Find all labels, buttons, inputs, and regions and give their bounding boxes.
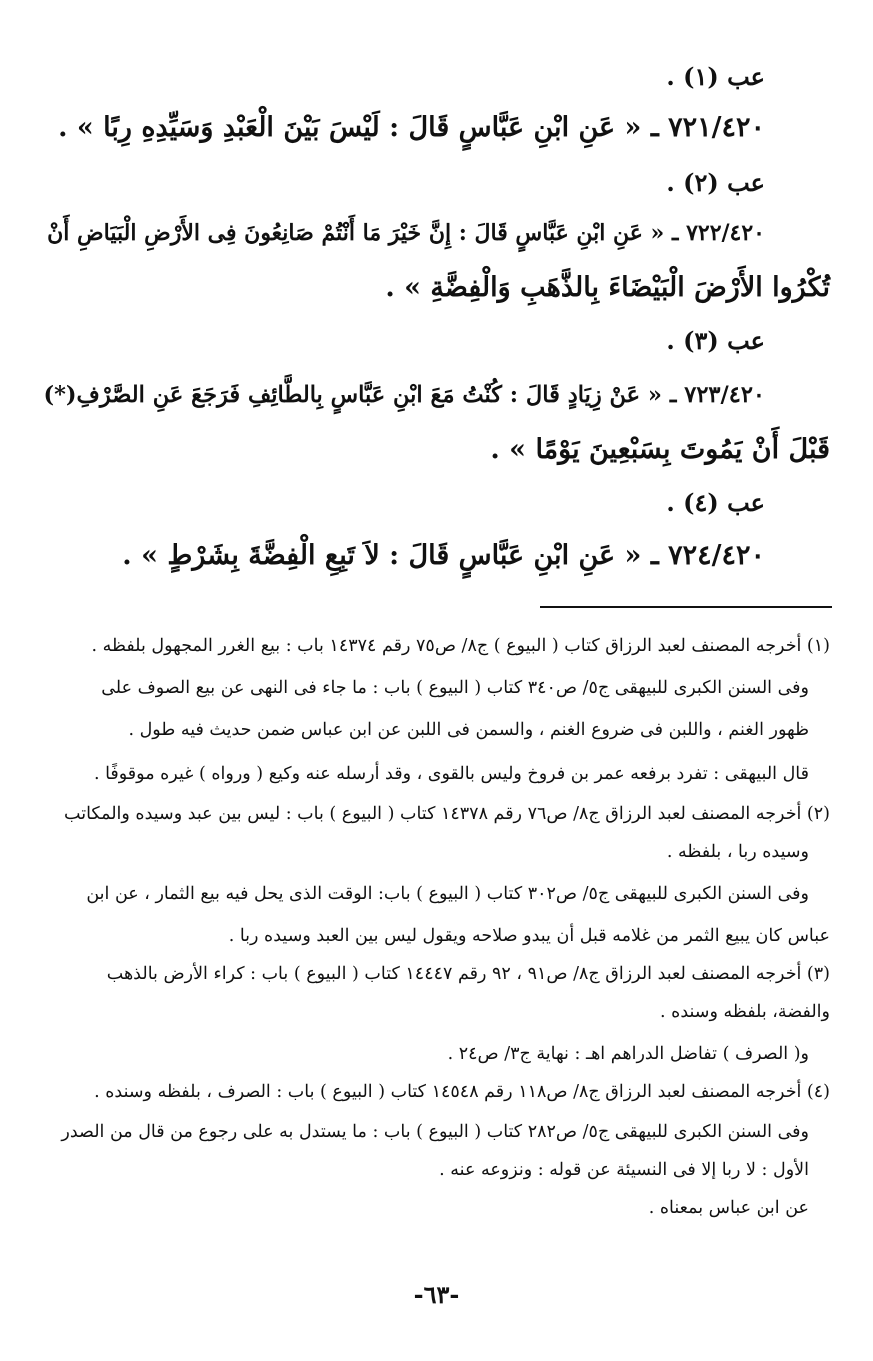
hadith-723-line2: قَبْلَ أَنْ يَمُوتَ بِسَبْعِينَ يَوْمًا » . (490, 434, 830, 465)
footnote-separator (540, 606, 832, 608)
footnote-1-line2: وفى السنن الكبرى للبيهقى ج٥/ ص٣٤٠ كتاب ( البيوع ) باب : ما جاء فى النهى عن بيع الصوف على (101, 678, 809, 698)
footnote-1-line1: (١) أخرجه المصنف لعبد الرزاق كتاب ( البيوع ) ج٨/ ص٧٥ رقم ١٤٣٧٤ باب : بيع الغرر المجهول بلفظه . (91, 636, 830, 656)
hadith-723-line1: ٧٢٣/٤٢٠ ـ « عَنْ زِيَادٍ قَالَ : كُنْتُ مَعَ ابْنِ عَبَّاسٍ بِالطَّائِفِ فَرَجَعَ عَنِ الصَّرْفِ(*) (43, 382, 765, 408)
footnote-3-line3: و( الصرف ) تفاضل الدراهم اهـ : نهاية ج٣/ ص٢٤ . (447, 1044, 809, 1064)
hadith-724: ٧٢٤/٤٢٠ ـ « عَنِ ابْنِ عَبَّاسٍ قَالَ : لاَ تَبِعِ الْفِضَّةَ بِشَرْطٍ » . (122, 540, 765, 571)
hadith-721: ٧٢١/٤٢٠ ـ « عَنِ ابْنِ عَبَّاسٍ قَالَ : لَيْسَ بَيْنَ الْعَبْدِ وَسَيِّدِهِ رِبًا » . (58, 112, 765, 143)
footnote-2-line1: (٢) أخرجه المصنف لعبد الرزاق ج٨/ ص٧٦ رقم ١٤٣٧٨ كتاب ( البيوع ) باب : ليس بين عبد وسيده والمكاتب (64, 804, 830, 824)
footnote-1-line3: ظهور الغنم ، واللبن فى ضروع الغنم ، والسمن فى اللبن عن ابن عباس ضمن حديث فيه طول . (128, 720, 809, 740)
source-ref-1: عب (١) . (666, 62, 765, 91)
footnote-2-line2: وسيده ربا ، بلفظه . (666, 842, 809, 862)
source-ref-4: عب (٤) . (666, 488, 765, 517)
footnote-2-line3: وفى السنن الكبرى للبيهقى ج٥/ ص٣٠٢ كتاب ( البيوع ) باب: الوقت الذى يحل فيه بيع الثمار ، عن ابن (86, 884, 809, 904)
footnote-1-line4: قال البيهقى : تفرد برفعه عمر بن فروخ وليس بالقوى ، وقد أرسله عنه وكيع ( ورواه ) غيره موقوفًا . (93, 764, 809, 784)
footnote-3-line1: (٣) أخرجه المصنف لعبد الرزاق ج٨/ ص٩١ ، ٩٢ رقم ١٤٤٤٧ كتاب ( البيوع ) باب : كراء الأرض بالذهب (106, 964, 830, 984)
footnote-3-line2: والفضة، بلفظه وسنده . (660, 1002, 830, 1022)
page-number: -٦٣- (413, 1280, 460, 1309)
source-ref-2: عب (٢) . (666, 168, 765, 197)
hadith-722-line1: ٧٢٢/٤٢٠ ـ « عَنِ ابْنِ عَبَّاسٍ قَالَ : إِنَّ خَيْرَ مَا أَنْتُمْ صَانِعُونَ فِى الأَرْضِ الْبَيَاضِ أَنْ (47, 220, 765, 246)
hadith-722-line2: تُكْرُوا الأَرْضَ الْبَيْضَاءَ بِالذَّهَبِ وَالْفِضَّةِ » . (385, 272, 830, 303)
source-ref-3: عب (٣) . (666, 326, 765, 355)
footnote-4-line1: (٤) أخرجه المصنف لعبد الرزاق ج٨/ ص١١٨ رقم ١٤٥٤٨ كتاب ( البيوع ) باب : الصرف ، بلفظه وسنده . (94, 1082, 830, 1102)
footnote-4-line3: الأول : لا ربا إلا فى النسيئة عن قوله : ونزوعه عنه . (439, 1160, 809, 1180)
footnote-2-line4: عباس كان يبيع الثمر من غلامه قبل أن يبدو صلاحه ويقول ليس بين العبد وسيده ربا . (228, 926, 830, 946)
footnote-4-line2: وفى السنن الكبرى للبيهقى ج٥/ ص٢٨٢ كتاب ( البيوع ) باب : ما يستدل به على رجوع من قال من الصدر (61, 1122, 809, 1142)
footnote-4-line4: عن ابن عباس بمعناه . (648, 1198, 809, 1218)
